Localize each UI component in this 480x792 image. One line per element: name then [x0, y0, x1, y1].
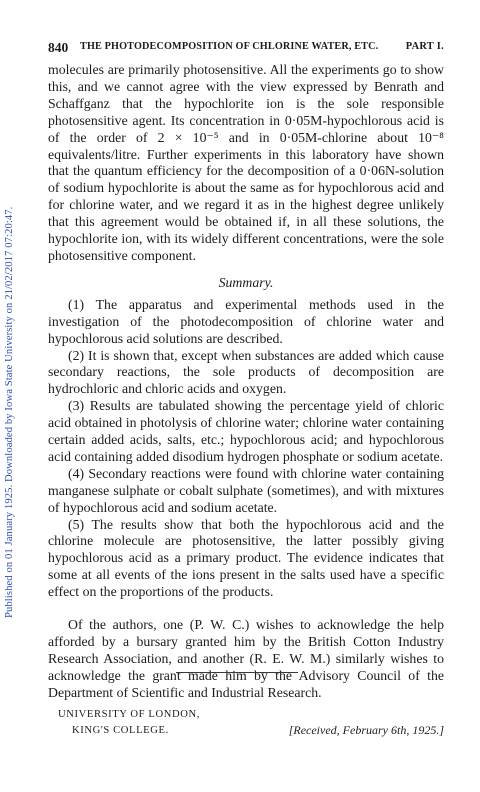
watermark-text: Published on 01 January 1925. Downloaded by Iowa State University on 21/02/2017 07:20:47. — [4, 206, 15, 618]
acknowledgement-paragraph: Of the authors, one (P. W. C.) wishes to acknowledge the help afforded by a bursary granted him by the British Cotton Industry Research Association, and another (R. E. W. M.) similarly wishes to acknowledge the grant made him by the Advisory Council of the Department of Scientific and Industrial Research. — [48, 617, 444, 700]
page-header — [48, 40, 444, 56]
page-number: 840 — [48, 40, 69, 55]
university-name: UNIVERSITY OF LONDON, — [58, 708, 200, 720]
article-body — [48, 62, 444, 743]
summary-item-5: (5) The results show that both the hypochlorous acid and the chlorine molecule are photosensitive, the latter possibly giving hypochlorous acid as a primary product. The evidence indicates that some at all events of the ions present in the salts used have a specific effect on the proportions of the products. — [48, 516, 444, 600]
part-label: PART I. — [405, 41, 444, 52]
summary-item-3: (3) Results are tabulated showing the percentage yield of chloric acid obtained in photolysis of chlorine water; chlorine water containing certain added acids, salts, etc.; hypochlorous acid; and hypochlorous acid containing added disodium hydrogen phosphate or sodium acetate. — [48, 398, 444, 464]
affiliation-block — [48, 707, 444, 743]
received-date: [Received, February 6th, 1925.] — [288, 722, 444, 737]
end-rule — [176, 672, 298, 673]
summary-heading: Summary. — [218, 274, 274, 290]
college-name: KING'S COLLEGE. — [72, 724, 169, 736]
summary-item-2: (2) It is shown that, except when substances are added which cause secondary reactions, the sole products of decomposition are hydrochloric and chloric acids and oxygen. — [48, 347, 444, 397]
section-gap — [48, 601, 444, 617]
running-title: THE PHOTODECOMPOSITION OF CHLORINE WATER, ETC. — [80, 41, 379, 52]
summary-item-4: (4) Secondary reactions were found with chlorine water containing manganese sulphate or cobalt sulphate (sometimes), and with mixtures of hypochlorous acid and sodium acetate. — [48, 465, 444, 515]
summary-item-1: (1) The apparatus and experimental methods used in the investigation of the photodecomposition of chlorine water and hypochlorous acid solutions are described. — [48, 296, 444, 346]
download-watermark — [0, 58, 16, 618]
intro-paragraph: molecules are primarily photosensitive. All the experiments go to show this, and we cannot agree with the view expressed by Benrath and Schaffganz that the hypochlorite ion is the sole responsible photosensitive agent. Its concentration in 0·05M-hypochlorous acid is of the order of 2 × 10⁻⁵ and in 0·05M-chlorine about 10⁻⁸ equivalents/litre. Further experiments in this laboratory have shown that the quantum efficiency for the decomposition of a 0·06N-solution of sodium hypochlorite is about the same as for hypochlorous acid and for chlorine water, and we regard it as in the highest degree unlikely that this agreement would be obtained if, in all these solutions, the hypochlorite ion, with its widely different concentrations, were the sole photosensitive component. — [48, 62, 444, 263]
